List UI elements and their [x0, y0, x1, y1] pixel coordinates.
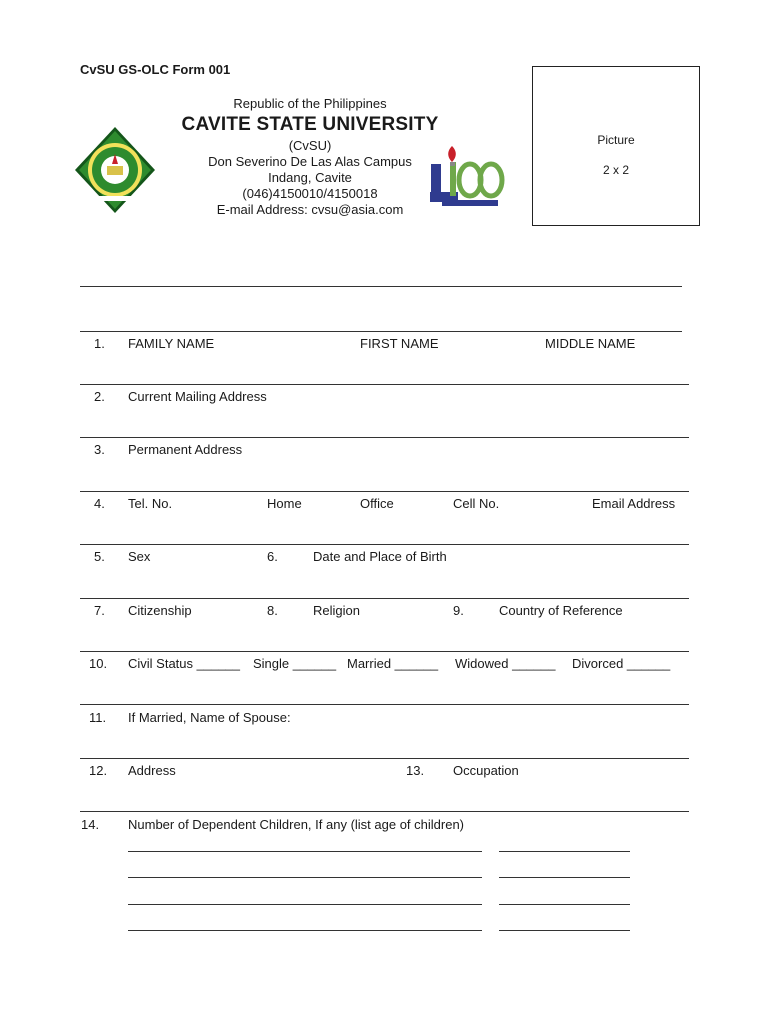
blank-line[interactable] — [80, 286, 682, 287]
centennial-logo-icon — [428, 142, 506, 208]
header-block — [180, 96, 440, 218]
children-label: Number of Dependent Children, If any (list age of children) — [128, 817, 465, 832]
item-number: 8. — [267, 603, 278, 618]
permanent-address-line[interactable] — [80, 437, 689, 438]
phone-numbers: (046)4150010/4150018 — [242, 186, 378, 201]
item-number: 9. — [453, 603, 464, 618]
university-seal-icon — [74, 126, 156, 214]
item-number: 6. — [267, 549, 278, 564]
mailing-address-line[interactable] — [80, 384, 689, 385]
cell-no-label: Cell No. — [453, 496, 500, 511]
spouse-address-line[interactable] — [80, 758, 689, 759]
mailing-address-label: Current Mailing Address — [128, 389, 267, 404]
permanent-address-label: Permanent Address — [128, 442, 243, 457]
campus-location: Indang, Cavite — [268, 170, 352, 185]
child-age-line[interactable] — [499, 930, 630, 931]
child-age-line[interactable] — [499, 851, 630, 852]
name-line[interactable] — [80, 331, 682, 332]
spouse-line[interactable] — [80, 704, 689, 705]
children-line[interactable] — [80, 811, 689, 812]
child-name-line[interactable] — [128, 930, 482, 931]
religion-label: Religion — [313, 603, 360, 618]
university-abbrev: (CvSU) — [288, 138, 332, 153]
child-name-line[interactable] — [128, 877, 482, 878]
married-option: Married ______ — [347, 656, 439, 671]
spouse-address-label: Address — [128, 763, 176, 778]
first-name-label: FIRST NAME — [360, 336, 439, 351]
middle-name-label: MIDDLE NAME — [545, 336, 636, 351]
child-age-line[interactable] — [499, 877, 630, 878]
email-label: Email Address — [592, 496, 676, 511]
photo-label: Picture — [597, 133, 635, 147]
civil-status-line[interactable] — [80, 651, 689, 652]
tel-no-line[interactable] — [80, 491, 689, 492]
item-number: 3. — [94, 442, 105, 457]
item-number: 12. — [89, 763, 108, 778]
university-name: CAVITE STATE UNIVERSITY — [181, 114, 439, 135]
child-age-line[interactable] — [499, 904, 630, 905]
email-address: E-mail Address: cvsu@asia.com — [216, 202, 404, 217]
widowed-option: Widowed ______ — [455, 656, 556, 671]
citizenship-label: Citizenship — [128, 603, 192, 618]
item-number: 7. — [94, 603, 105, 618]
sex-birth-line[interactable] — [80, 544, 689, 545]
item-number: 5. — [94, 549, 105, 564]
occupation-label: Occupation — [453, 763, 519, 778]
item-number: 14. — [81, 817, 100, 832]
form-code: CvSU GS-OLC Form 001 — [80, 62, 231, 77]
item-number: 2. — [94, 389, 105, 404]
divorced-option: Divorced ______ — [572, 656, 671, 671]
spouse-label: If Married, Name of Spouse: — [128, 710, 291, 725]
child-name-line[interactable] — [128, 904, 482, 905]
item-number: 1. — [94, 336, 105, 351]
item-number: 13. — [406, 763, 425, 778]
citizenship-line[interactable] — [80, 598, 689, 599]
family-name-label: FAMILY NAME — [128, 336, 215, 351]
child-name-line[interactable] — [128, 851, 482, 852]
birth-label: Date and Place of Birth — [313, 549, 447, 564]
photo-size: 2 x 2 — [602, 163, 629, 177]
home-label: Home — [267, 496, 302, 511]
campus-name: Don Severino De Las Alas Campus — [208, 154, 412, 169]
civil-status-label: Civil Status ______ — [128, 656, 241, 671]
country-label: Country of Reference — [499, 603, 623, 618]
office-label: Office — [360, 496, 394, 511]
item-number: 4. — [94, 496, 105, 511]
item-number: 10. — [89, 656, 108, 671]
tel-no-label: Tel. No. — [128, 496, 173, 511]
photo-box[interactable] — [532, 66, 700, 226]
sex-label: Sex — [128, 549, 151, 564]
single-option: Single ______ — [253, 656, 337, 671]
item-number: 11. — [89, 710, 107, 725]
republic-text: Republic of the Philippines — [233, 96, 387, 111]
